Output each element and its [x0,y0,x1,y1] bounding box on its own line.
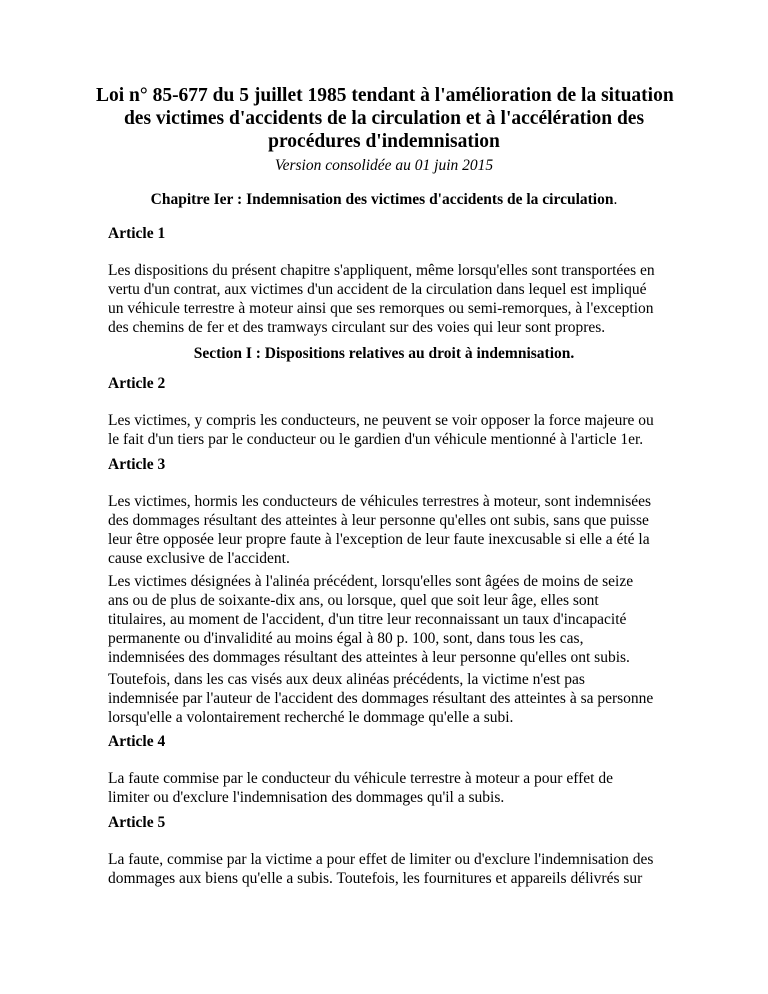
article-1-heading: Article 1 [108,225,166,242]
article-3-heading: Article 3 [108,456,166,473]
article-1-paragraph [108,261,668,337]
text-line: le fait d'un tiers par le conducteur ou le gardien d'un véhicule mentionné à l'article 1er. [108,431,644,448]
text-line: ans ou de plus de soixante-dix ans, ou lorsque, quel que soit leur âge, elles sont [108,592,599,609]
text-line: Les victimes, hormis les conducteurs de véhicules terrestres à moteur, sont indemnisées [108,493,652,510]
title-line: Loi n° 85-677 du 5 juillet 1985 tendant à l'amélioration de la situation [96,85,674,106]
text-line: indemnisées des dommages résultant des atteintes à leur personne qu'elles ont subis. [108,649,630,666]
article-4-heading: Article 4 [108,733,166,750]
text-line: un véhicule terrestre à moteur ainsi que ses remorques ou semi-remorques, à l'exception [108,300,654,317]
article-5-heading: Article 5 [108,814,166,831]
text-line: indemnisée par l'auteur de l'accident des dommages résultant des atteintes à sa personne [108,690,654,707]
text-line: leur être opposée leur propre faute à l'exception de leur faute inexcusable si elle a été la [108,531,650,548]
text-line: La faute commise par le conducteur du véhicule terrestre à moteur a pour effet de [108,770,613,787]
text-line: Les victimes désignées à l'alinéa précédent, lorsqu'elles sont âgées de moins de seize [108,573,634,590]
text-line: cause exclusive de l'accident. [108,550,290,567]
text-line: titulaires, au moment de l'accident, d'un titre leur reconnaissant un taux d'incapacité [108,611,627,628]
text-line: vertu d'un contrat, aux victimes d'un accident de la circulation dans lequel est impliqué [108,281,647,298]
law-title [96,84,672,153]
text-line: des dommages résultant des atteintes à leur personne qu'elles ont subis, sans que puisse [108,512,649,529]
version-date: Version consolidée au 01 juin 2015 [274,157,494,174]
title-line: des victimes d'accidents de la circulation et à l'accélération des [123,108,645,129]
text-line: des chemins de fer et des tramways circulant sur des voies qui leur sont propres. [108,319,606,336]
text-line: Les dispositions du présent chapitre s'appliquent, même lorsqu'elles sont transportées en [108,262,655,279]
article-3-paragraph-1 [108,492,668,568]
article-2-paragraph [108,411,668,449]
title-line: procédures d'indemnisation [268,131,500,152]
article-2-heading: Article 2 [108,375,166,392]
article-3-paragraph-3 [108,670,668,727]
article-4-paragraph [108,769,668,807]
section-heading: Section I : Dispositions relatives au droit à indemnisation. [193,345,575,362]
text-line: Les victimes, y compris les conducteurs, ne peuvent se voir opposer la force majeure ou [108,412,654,429]
text-line: dommages aux biens qu'elle a subis. Toutefois, les fournitures et appareils délivrés sur [108,870,643,887]
text-line: La faute, commise par la victime a pour effet de limiter ou d'exclure l'indemnisation des [108,851,654,868]
article-3-paragraph-2 [108,572,668,667]
text-line: permanente ou d'invalidité au moins égal à 80 p. 100, sont, dans tous les cas, [108,630,584,647]
text-line: limiter ou d'exclure l'indemnisation des dommages qu'il a subis. [108,789,505,806]
chapter-title: Chapitre Ier : Indemnisation des victimes d'accidents de la circulation [150,191,614,208]
text-line: lorsqu'elle a volontairement recherché le dommage qu'elle a subi. [108,709,514,726]
chapter-heading [96,190,672,209]
article-5-paragraph [108,850,668,888]
text-line: Toutefois, dans les cas visés aux deux alinéas précédents, la victime n'est pas [108,671,585,688]
chapter-dot: . [613,191,618,208]
